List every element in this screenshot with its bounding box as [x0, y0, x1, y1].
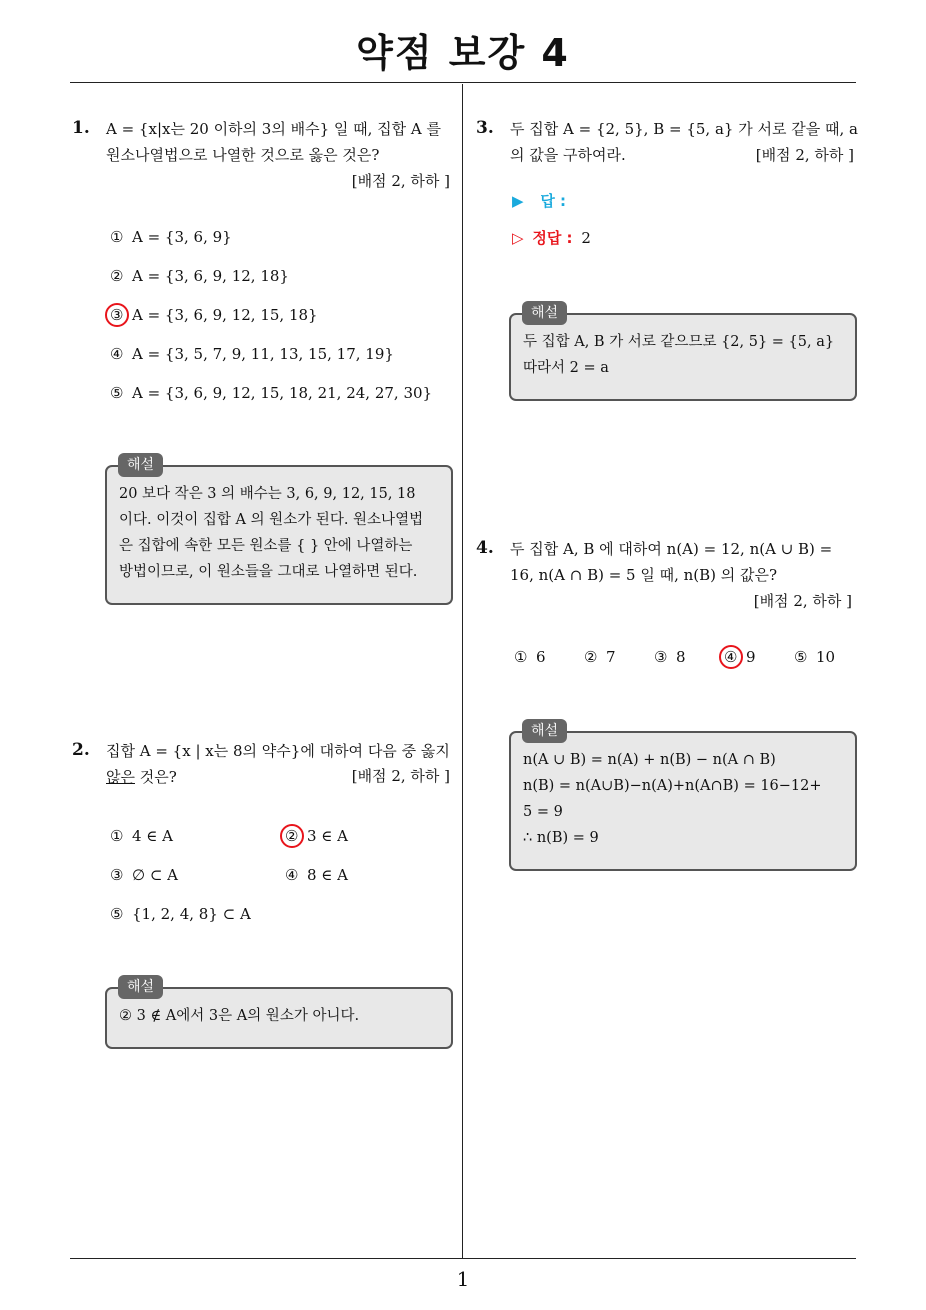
q4-explanation-box: [509, 731, 857, 871]
q2-selected-mark: [280, 824, 304, 848]
q3-text-line1: 두 집합 A = {2, 5}, B = {5, a} 가 서로 같을 때, a: [510, 120, 858, 138]
choice-number: ②: [584, 648, 598, 666]
choice-number: ①: [110, 228, 124, 246]
correct-value: 2: [581, 229, 591, 247]
q4-selected-mark: [719, 645, 743, 669]
q1-meta: [배점 2, 하하 ]: [351, 172, 450, 190]
exp-line: 두 집합 A, B 가 서로 같으므로 {2, 5} = {5, a}: [523, 334, 835, 350]
choice-text: 8: [676, 648, 686, 666]
choice-text: 7: [606, 648, 616, 666]
q1-selected-mark: [105, 303, 129, 327]
q2-underlined-word: 않은: [106, 768, 135, 786]
correct-label: 정답 :: [532, 229, 573, 247]
q1-choice-3[interactable]: [110, 306, 318, 324]
q1-explanation-box: [105, 465, 453, 605]
q4-choice-1[interactable]: [514, 648, 546, 666]
column-divider: [462, 84, 463, 1258]
q1-choice-2[interactable]: [110, 267, 289, 285]
q3-meta: [배점 2, 하하 ]: [755, 146, 854, 164]
q4-explanation-tag: 해설: [522, 719, 567, 743]
exp-line: ∴ n(B) = 9: [523, 830, 599, 846]
exp-line: 5 = 9: [523, 804, 563, 820]
play-triangle-icon: ▶: [512, 192, 524, 210]
q1-choice-1[interactable]: [110, 228, 232, 246]
choice-number: ②: [110, 267, 124, 285]
choice-number: ⑤: [110, 905, 124, 923]
choice-number: ⑤: [794, 648, 808, 666]
q1-explanation-tag: 해설: [118, 453, 163, 477]
q2-choice-1[interactable]: [110, 827, 173, 845]
q3-explanation-tag: 해설: [522, 301, 567, 325]
top-rule: [70, 82, 856, 83]
choice-text: A = {3, 6, 9, 12, 18}: [132, 267, 289, 285]
q4-choice-2[interactable]: [584, 648, 616, 666]
outline-triangle-icon: ▷: [512, 229, 524, 247]
exp-line: 이다. 이것이 집합 A 의 원소가 된다. 원소나열법: [119, 512, 424, 528]
q1-choice-4[interactable]: [110, 345, 394, 363]
exp-line: 은 집합에 속한 모든 원소를 { } 안에 나열하는: [119, 538, 413, 554]
choice-text: A = {3, 6, 9, 12, 15, 18}: [132, 306, 318, 324]
q4-choice-5[interactable]: [794, 648, 835, 666]
q4-choice-3[interactable]: [654, 648, 686, 666]
q4-meta: [배점 2, 하하 ]: [753, 592, 852, 610]
q2-text-line2-rest: 것은?: [134, 768, 177, 786]
q2-number: 2.: [72, 740, 90, 760]
choice-text: 4 ∈ A: [132, 827, 174, 845]
answer-label: 답 :: [540, 192, 567, 210]
q1-text-line2: 원소나열법으로 나열한 것으로 옳은 것은?: [106, 146, 380, 164]
choice-number: ④: [724, 648, 738, 666]
q3-explanation-box: [509, 313, 857, 401]
choice-text: 6: [536, 648, 546, 666]
choice-text: A = {3, 6, 9}: [132, 228, 232, 246]
bottom-rule: [70, 1258, 856, 1259]
choice-text: ∅ ⊂ A: [132, 866, 179, 884]
q1-choice-5[interactable]: [110, 384, 432, 402]
choice-text: {1, 2, 4, 8} ⊂ A: [132, 905, 251, 923]
q2-choice-5[interactable]: [110, 905, 251, 923]
choice-number: ③: [110, 866, 124, 884]
choice-number: ②: [285, 827, 299, 845]
exp-line: ② 3 ∉ A에서 3은 A의 원소가 아니다.: [119, 1008, 360, 1024]
page-title: 약점 보강 4: [356, 31, 570, 75]
q4-number: 4.: [476, 538, 494, 558]
choice-number: ①: [514, 648, 528, 666]
choice-number: ④: [285, 866, 299, 884]
exp-line: n(A ∪ B) = n(A) + n(B) − n(A ∩ B): [523, 752, 776, 768]
q3-answer-row[interactable]: [512, 190, 566, 211]
exp-line: n(B) = n(A∪B)−n(A)+n(A∩B) = 16−12+: [523, 778, 822, 794]
q2-text-line1: 집합 A = {x | x는 8의 약수}에 대하여 다음 중 옳지: [106, 742, 450, 760]
exp-line: 따라서 2 = a: [523, 360, 609, 376]
q3-number: 3.: [476, 118, 494, 138]
choice-text: A = {3, 6, 9, 12, 15, 18, 21, 24, 27, 30}: [132, 384, 433, 402]
choice-number: ⑤: [110, 384, 124, 402]
q2-choice-3[interactable]: [110, 866, 178, 884]
q2-choice-4[interactable]: [285, 866, 348, 884]
choice-number: ③: [110, 306, 124, 324]
choice-text: 8 ∈ A: [307, 866, 349, 884]
choice-text: 10: [816, 648, 836, 666]
exp-line: 20 보다 작은 3 의 배수는 3, 6, 9, 12, 15, 18: [119, 486, 416, 502]
q1-text: [106, 116, 454, 168]
q4-text-line2: 16, n(A ∩ B) = 5 일 때, n(B) 의 값은?: [510, 566, 778, 584]
choice-text: 9: [746, 648, 756, 666]
choice-number: ④: [110, 345, 124, 363]
choice-number: ①: [110, 827, 124, 845]
q3-correct-row: [512, 227, 591, 248]
q4-text-line1: 두 집합 A, B 에 대하여 n(A) = 12, n(A ∪ B) =: [510, 540, 833, 558]
q1-text-line1: A = {x|x는 20 이하의 3의 배수} 일 때, 집합 A 를: [106, 120, 442, 138]
q2-explanation-tag: 해설: [118, 975, 163, 999]
exp-line: 방법이므로, 이 원소들을 그대로 나열하면 된다.: [119, 564, 418, 580]
q3-text-line2: 의 값을 구하여라.: [510, 146, 626, 164]
q1-number: 1.: [72, 118, 90, 138]
choice-number: ③: [654, 648, 668, 666]
choice-text: A = {3, 5, 7, 9, 11, 13, 15, 17, 19}: [132, 345, 394, 363]
q2-meta: [배점 2, 하하 ]: [351, 767, 450, 785]
page-number: 1: [456, 1267, 470, 1291]
choice-text: 3 ∈ A: [307, 827, 349, 845]
q4-text: [510, 536, 858, 588]
